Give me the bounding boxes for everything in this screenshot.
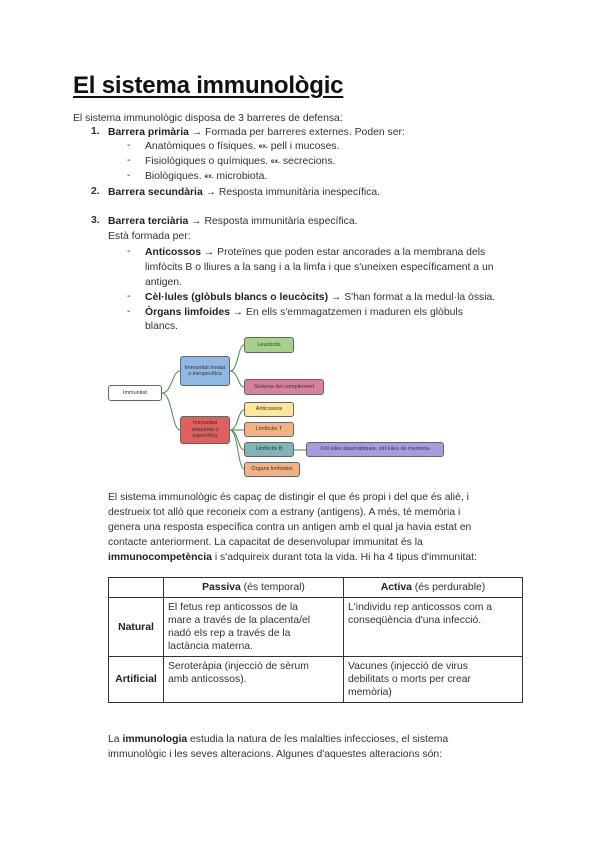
- cell-line: Seroteràpia (injecció de sèrum: [168, 661, 309, 672]
- barrier-tertiary-name: Barrera terciària: [108, 216, 189, 227]
- barrier-primary: [108, 126, 405, 139]
- closing-text: estudia la natura de les malalties infeccioses, el sistema: [187, 734, 449, 745]
- connector-innate-complement: [230, 371, 244, 387]
- node-acquired: Immunitat adquirida o específica: [180, 416, 230, 444]
- cell-line: debilitats o morts per crear: [348, 674, 472, 685]
- immunity-diagram: [106, 334, 446, 482]
- paragraph-line-4: contacte anteriorment. La capacitat de desenvolupar immunitat és la: [108, 537, 423, 548]
- node-limfocits-b: Limfòcits B: [244, 442, 294, 457]
- node-complement: Sistema del complement: [244, 379, 324, 395]
- row-header-natural: Natural: [109, 598, 164, 657]
- cell-artificial-active: [344, 657, 523, 703]
- connector-root-innate: [162, 371, 180, 393]
- cell-natural-active: [344, 598, 523, 657]
- node-anticossos: Anticossos: [244, 402, 294, 417]
- item-name: Cèl·lules (glòbuls blancs o leucòcits): [145, 292, 329, 303]
- tertiary-item-antibodies: [145, 246, 485, 259]
- dash-bullet: -: [127, 155, 131, 166]
- primary-item-3: [145, 170, 267, 183]
- dash-bullet: -: [127, 140, 131, 151]
- ex-label: ex.: [258, 143, 268, 150]
- row-header-artificial: Artificial: [109, 657, 164, 703]
- node-root: Immunitat: [108, 385, 162, 401]
- header-active-label: Activa: [380, 582, 412, 593]
- dash-bullet: -: [127, 306, 131, 317]
- immunity-table: [108, 577, 523, 703]
- table-header-row: [109, 578, 523, 598]
- cell-line: amb anticossos).: [168, 674, 247, 685]
- header-active-note: (és perdurable): [411, 582, 486, 593]
- intro-text: El sistema immunològic disposa de 3 barreres de defensa:: [73, 113, 343, 124]
- node-leucocits: Leucòcits: [244, 337, 294, 353]
- table-row: [109, 598, 523, 657]
- ex-label: ex.: [270, 158, 280, 165]
- paragraph-line-5: [108, 551, 477, 564]
- primary-item-2: [145, 155, 335, 168]
- page-title: El sistema immunològic: [73, 72, 344, 99]
- cell-line: L'individu rep anticossos com a: [348, 602, 493, 613]
- item-text: Biològiques.: [145, 171, 205, 182]
- table-header-active: [344, 578, 523, 598]
- immunology-term: immunologia: [122, 734, 188, 745]
- paragraph-line-2: destrueix tot allò que reconeix com a estrany (antigens). A més, té memòria i: [108, 507, 461, 518]
- paragraph-text: i s'adquireix durant tota la vida. Hi ha 4 tipus d'immunitat:: [211, 552, 477, 563]
- paragraph-line-3: genera una resposta específica contra un antigen amb el qual ja havia estat en: [108, 522, 472, 533]
- ex-label: ex.: [204, 173, 214, 180]
- cell-natural-passive: [164, 598, 344, 657]
- table-row: [109, 657, 523, 703]
- item-text: → S'han format a la medul·la òssia.: [328, 292, 496, 303]
- connector-root-acquired: [162, 393, 180, 430]
- tertiary-item-antibodies-line3: antigen.: [145, 277, 182, 288]
- tertiary-item-organs: [145, 306, 463, 319]
- header-passive-note: (és temporal): [240, 582, 305, 593]
- cell-line: lactància materna.: [168, 641, 253, 652]
- closing-text: La: [108, 734, 123, 745]
- dash-bullet: -: [127, 170, 131, 181]
- dash-bullet: -: [127, 246, 131, 257]
- table-corner-cell: [109, 578, 164, 598]
- cell-line: mare a través de la placenta/el: [168, 615, 311, 626]
- header-passive-label: Passiva: [202, 582, 241, 593]
- cell-line: conseqüència d'una infecció.: [348, 615, 482, 626]
- item-text: → Proteïnes que poden estar ancorades a la membrana dels: [201, 247, 486, 258]
- tertiary-item-organs-line2: blancs.: [145, 321, 178, 332]
- barrier-primary-name: Barrera primària: [108, 127, 189, 138]
- node-limfocits-t: Limfòcits T: [244, 422, 294, 437]
- list-number-1: 1.: [91, 126, 100, 137]
- closing-line-2: immunològic i les seves alteracions. Algunes d'aquestes alteracions són:: [108, 749, 443, 760]
- connector-acquired-organs: [230, 430, 244, 469]
- node-organs: Òrgans limfoides: [244, 462, 300, 477]
- barrier-secondary-name: Barrera secundària: [108, 187, 203, 198]
- cell-artificial-passive: [164, 657, 344, 703]
- item-text: → En ells s'emmagatzemen i maduren els glòbuls: [229, 307, 463, 318]
- connector-acquired-anticossos: [230, 410, 244, 430]
- table-header-passive: [164, 578, 344, 598]
- list-number-3: 3.: [91, 215, 100, 226]
- cell-line: nadó els rep a través de la: [168, 628, 291, 639]
- tertiary-item-antibodies-line2: limfòcits B o lliures a la sang i a la limfa i que s'uneixen específicament a un: [145, 262, 494, 273]
- list-number-2: 2.: [91, 186, 100, 197]
- connector-innate-leucocits: [230, 345, 244, 371]
- item-text: microbiota.: [213, 171, 268, 182]
- paragraph-line-1: El sistema immunològic és capaç de distingir el que és propi i del que és aliè, i: [108, 492, 469, 503]
- item-text: secrecions.: [279, 156, 336, 167]
- item-text: Fisiològiques o químiques.: [145, 156, 271, 167]
- tertiary-item-cells: [145, 291, 495, 304]
- closing-line-1: [108, 733, 448, 746]
- immunocompetence-term: immunocompetència: [108, 552, 212, 563]
- dash-bullet: -: [127, 291, 131, 302]
- item-text: Anatòmiques o físiques.: [145, 141, 259, 152]
- node-plasma-memory: Cèl·lules plasmàtiques, cèl·lules de memòria: [306, 442, 444, 457]
- item-name: Òrgans limfoides: [145, 307, 230, 318]
- item-name: Anticossos: [145, 247, 202, 258]
- cell-line: memòria): [348, 687, 392, 698]
- cell-line: El fetus rep anticossos de la: [168, 602, 298, 613]
- barrier-tertiary: [108, 215, 358, 228]
- item-text: pell i mucoses.: [267, 141, 340, 152]
- barrier-secondary: [108, 186, 380, 199]
- barrier-tertiary-text: → Resposta immunitària específica.: [188, 216, 358, 227]
- node-innate: Immunitat innata o inespecífica: [180, 356, 230, 386]
- barrier-primary-text: → Formada per barreres externes. Poden ser:: [188, 127, 405, 138]
- cell-line: Vacunes (injecció de virus: [348, 661, 468, 672]
- primary-item-1: [145, 140, 339, 153]
- tertiary-intro: Està formada per:: [108, 231, 191, 242]
- barrier-secondary-text: → Resposta immunitària inespecífica.: [202, 187, 381, 198]
